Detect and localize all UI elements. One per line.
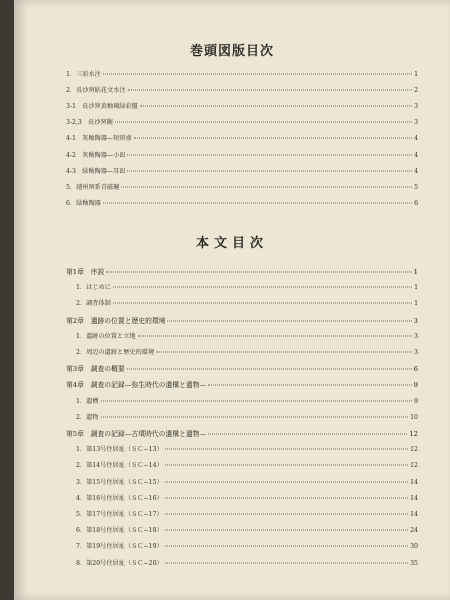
dot-leader xyxy=(134,138,412,139)
toc-entry xyxy=(76,282,418,291)
toc-entry-page-number: 12 xyxy=(410,446,418,454)
plate-entry-page-number: 6 xyxy=(414,199,418,207)
plate-entry xyxy=(66,85,418,94)
plate-entry-label: 3-1 長沙窯黄釉褐緑彩盤 xyxy=(66,103,138,111)
toc-entry-page-number: 14 xyxy=(410,478,418,486)
toc-entry-page-number: 1 xyxy=(414,284,418,292)
plate-entry xyxy=(66,117,418,126)
toc-entry-label: 2．周辺の遺跡と歴史的環境 xyxy=(76,349,155,356)
toc-entry xyxy=(76,460,418,469)
plate-entry-label: 2．長沙窯貼花文水注 xyxy=(66,87,126,95)
toc-entry-page-number: 9 xyxy=(414,397,418,405)
plate-entry xyxy=(66,198,418,207)
contents-heading: 本文目次 xyxy=(195,236,268,251)
toc-entry-label: 6．第18号住居址（ＳＣ−18） xyxy=(76,527,163,535)
plate-entry-page-number: 2 xyxy=(414,87,418,95)
dot-leader xyxy=(165,449,408,450)
toc-entry xyxy=(76,347,418,356)
toc-entry-page-number: 3 xyxy=(413,316,418,325)
toc-entry-page-number: 24 xyxy=(410,527,418,535)
toc-entry xyxy=(66,428,418,438)
dot-leader xyxy=(156,352,412,353)
toc-entry-page-number: 1 xyxy=(414,300,418,308)
dot-leader xyxy=(165,497,408,498)
toc-entry-page-number: 14 xyxy=(410,494,418,502)
dot-leader xyxy=(165,514,408,515)
dot-leader xyxy=(165,481,408,482)
dot-leader xyxy=(106,272,411,273)
plate-entry-label: 1．三彩水注 xyxy=(66,71,101,78)
plate-entry-page-number: 3 xyxy=(414,103,418,111)
dot-leader xyxy=(165,546,408,547)
dot-leader xyxy=(101,400,413,401)
dot-leader xyxy=(101,416,409,417)
toc-entry xyxy=(66,363,418,373)
plate-entry-label: 4-1 灰釉陶器—短頸壷 xyxy=(66,135,132,143)
plate-entry xyxy=(66,166,418,175)
plate-entry xyxy=(66,182,418,191)
book-page xyxy=(14,0,450,600)
toc-entry xyxy=(76,525,418,534)
toc-entry xyxy=(76,509,418,518)
toc-entry-label: 1．第13号住居址（ＳＣ−13） xyxy=(76,446,163,454)
toc-entry-label: 第3章 調査の概要 xyxy=(66,365,125,374)
dot-leader xyxy=(121,186,412,187)
plates-heading: 巻頭図版目次 xyxy=(189,44,274,59)
toc-entry-label: 第1章 序説 xyxy=(66,268,105,276)
toc-entry-label: 8．第20号住居址（ＳＣ−20） xyxy=(76,559,163,567)
toc-entry-page-number: 1 xyxy=(413,268,418,276)
dot-leader xyxy=(167,320,411,321)
plate-entry xyxy=(66,101,418,110)
toc-entry-page-number: 9 xyxy=(413,381,418,390)
dot-leader xyxy=(127,170,412,171)
plate-entry-label: 5．越州窯系青磁碗 xyxy=(66,183,120,191)
toc-entry-label: 4．第16号住居址（ＳＣ−16） xyxy=(76,494,163,502)
toc-entry-label: 1．遺跡の位置と立地 xyxy=(76,332,136,340)
dot-leader xyxy=(165,465,408,466)
toc-entry-label: 第4章 調査の記録—弥生時代の遺構と遺物— xyxy=(66,381,207,390)
toc-entry-page-number: 30 xyxy=(410,543,418,551)
plate-entry-label: 4-3 緑釉陶器—耳皿 xyxy=(66,167,126,175)
dot-leader xyxy=(103,202,412,203)
plate-entry-label: 3-2,3 長沙窯碗 xyxy=(66,119,113,127)
plate-entry-page-number: 4 xyxy=(414,167,418,175)
toc-entry xyxy=(76,541,418,550)
plate-entry xyxy=(66,150,418,159)
toc-entry-label: 7．第19号住居址（ＳＣ−19） xyxy=(76,543,163,551)
toc-entry xyxy=(76,412,418,421)
toc-entry xyxy=(76,331,418,340)
dot-leader xyxy=(165,530,408,531)
plate-entry-page-number: 5 xyxy=(414,183,418,191)
toc-entry-page-number: 10 xyxy=(410,413,418,421)
toc-entry xyxy=(76,298,418,307)
dot-leader xyxy=(208,385,411,386)
plate-entry xyxy=(66,133,418,142)
plate-entry-page-number: 4 xyxy=(414,151,418,159)
toc-entry-label: 2．遺物 xyxy=(76,413,99,421)
toc-entry-page-number: 35 xyxy=(410,559,418,567)
dot-leader xyxy=(138,335,412,336)
toc-entry-label: 2．第14号住居址（ＳＣ−14） xyxy=(76,462,163,470)
dot-leader xyxy=(127,369,412,370)
toc-entry-page-number: 14 xyxy=(410,511,418,518)
dot-leader xyxy=(165,562,408,563)
toc-entry xyxy=(76,477,418,486)
toc-entry-page-number: 6 xyxy=(413,365,418,374)
plate-entry-page-number: 1 xyxy=(414,71,418,78)
toc-entry xyxy=(76,396,418,405)
dot-leader xyxy=(103,74,412,75)
dot-leader xyxy=(128,90,412,91)
dot-leader xyxy=(208,434,407,435)
dot-leader xyxy=(127,154,412,155)
toc-entry-page-number: 3 xyxy=(414,349,418,356)
toc-entry xyxy=(66,379,418,389)
dot-leader xyxy=(113,287,412,288)
plate-entry-page-number: 4 xyxy=(414,135,418,143)
toc-entry-page-number: 12 xyxy=(409,430,418,438)
toc-entry xyxy=(66,266,418,276)
plate-entry-label: 4-2 灰釉陶器—小皿 xyxy=(66,151,126,159)
dot-leader xyxy=(115,122,412,123)
toc-entry-label: 第5章 調査の記録—古墳時代の遺構と遺物— xyxy=(66,430,207,438)
toc-entry xyxy=(76,558,418,567)
toc-entry-label: 3．第15号住居址（ＳＣ−15） xyxy=(76,478,163,486)
plate-entry-page-number: 3 xyxy=(414,119,418,127)
toc-entry-label: 2．調査体制 xyxy=(76,300,111,308)
toc-entry-page-number: 3 xyxy=(414,332,418,340)
dot-leader xyxy=(113,303,412,304)
plate-entry xyxy=(66,69,418,78)
toc-entry xyxy=(76,493,418,502)
dot-leader xyxy=(140,106,412,107)
toc-entry-label: 1．遺構 xyxy=(76,397,99,405)
toc-entry-page-number: 12 xyxy=(410,462,418,470)
toc-entry-label: 1．はじめに xyxy=(76,284,111,292)
plate-entry-label: 6．緑釉陶器 xyxy=(66,199,101,207)
toc-entry xyxy=(66,315,418,325)
toc-entry-label: 5．第17号住居址（ＳＣ−17） xyxy=(76,511,163,518)
toc-entry xyxy=(76,444,418,453)
toc-entry-label: 第2章 遺跡の位置と歴史的環境 xyxy=(66,316,166,325)
